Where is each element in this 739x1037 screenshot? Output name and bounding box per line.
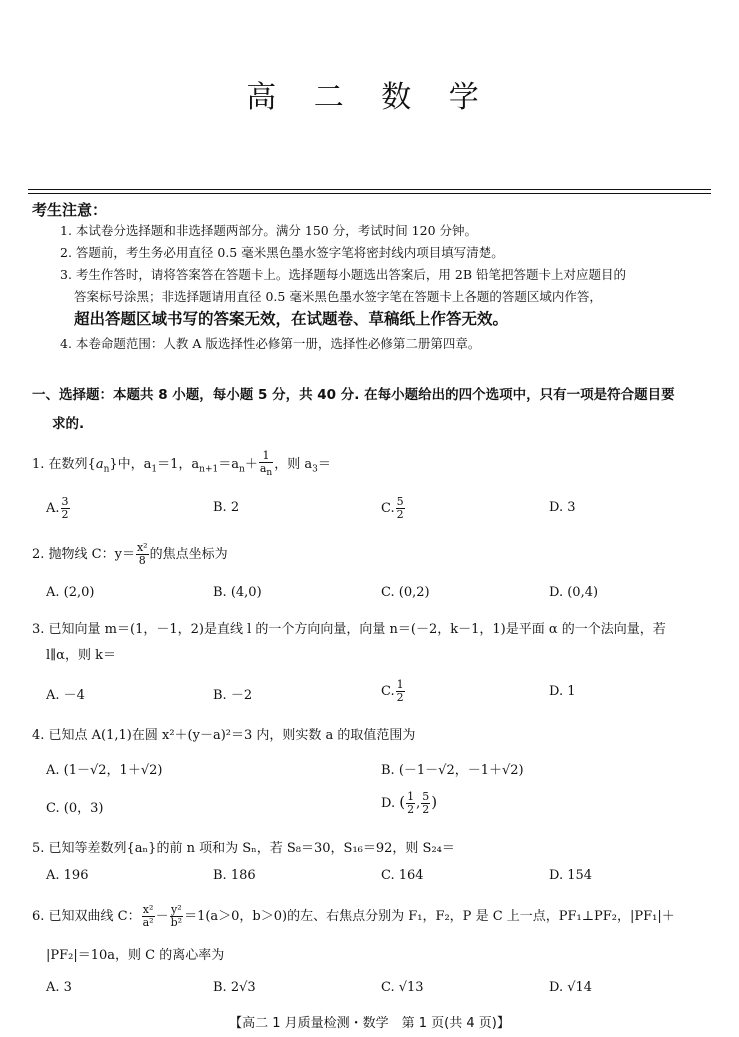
question-6-stem: 6. 已知双曲线 C： $\frac{\text{x²}}{\text{a²}}$ － $\frac{\text{y²}}{\text{b²}}$ ＝1(a＞0，b＞0)的左、右焦点分别为 F₁，F₂，P 是 C 上一点，PF₁⊥PF₂，|PF₁|＋ (32, 903, 675, 929)
q1-option-c: C. $\frac{5}{2}$ (381, 495, 404, 521)
q5-option-d: D. 154 (549, 868, 593, 883)
question-5-stem: 5. 已知等差数列{aₙ}的前 n 项和为 Sₙ，若 S₈＝30，S₁₆＝92，则 S₂₄＝ (32, 841, 455, 856)
section-heading-cont: 求的. (52, 416, 85, 432)
q3-option-c: C. $\frac{1}{2}$ (381, 678, 404, 704)
fraction: $\frac{1}{a_n}$ (259, 449, 273, 479)
q6-option-d: D. √14 (549, 980, 593, 995)
notice-item-3-cont: 答案标号涂黑；非选择题请用直径 0.5 毫米黑色墨水签字笔在答题卡上各题的答题区域内作答， (74, 289, 602, 304)
q1-option-d: D. 3 (549, 500, 576, 515)
question-2-stem: 2. 抛物线 C：y＝ $\frac{\text{x²}}{8}$ 的焦点坐标为 (32, 541, 228, 567)
q6-option-a: A. 3 (46, 980, 72, 995)
q1-option-a: A. $\frac{3}{2}$ (46, 495, 69, 521)
q2-option-a: A. (2,0) (46, 585, 95, 600)
question-4-stem: 4. 已知点 A(1,1)在圆 x²＋(y－a)²＝3 内，则实数 a 的取值范围为 (32, 728, 416, 743)
q4-option-d: D. ( $\frac{1}{2}$ , $\frac{5}{2}$ ) (381, 790, 438, 816)
q3-option-a: A. －4 (46, 688, 85, 703)
section-heading: 一、选择题：本题共 8 小题，每小题 5 分，共 40 分. 在每小题给出的四个选项中，只有一项是符合题目要 (32, 387, 675, 403)
notice-heading: 考生注意： (32, 201, 108, 219)
notice-item-4: 4. 本卷命题范围：人教 A 版选择性必修第一册，选择性必修第二册第四章。 (60, 336, 481, 351)
q4-option-b: B. (－1－√2，－1＋√2) (381, 763, 524, 778)
top-rule (28, 189, 711, 190)
q3-option-b: B. －2 (213, 688, 253, 703)
top-rule-2 (28, 193, 711, 194)
q2-option-c: C. (0,2) (381, 585, 430, 600)
q5-option-c: C. 164 (381, 868, 424, 883)
q5-option-a: A. 196 (46, 868, 89, 883)
q3-option-d: D. 1 (549, 684, 576, 699)
page-footer: 【高二 1 月质量检测・数学 第 1 页(共 4 页)】 (229, 1016, 510, 1031)
notice-item-1: 1. 本试卷分选择题和非选择题两部分。满分 150 分，考试时间 120 分钟。 (60, 223, 478, 238)
notice-item-3-bold: 超出答题区域书写的答案无效，在试题卷、草稿纸上作答无效。 (74, 310, 509, 328)
q5-option-b: B. 186 (213, 868, 256, 883)
q4-option-c: C. (0，3) (46, 801, 104, 816)
question-6-stem-cont: |PF₂|＝10a，则 C 的离心率为 (46, 948, 225, 963)
question-3-stem-cont: l∥α，则 k＝ (46, 648, 116, 663)
question-3-stem: 3. 已知向量 m＝(1，－1，2)是直线 l 的一个方向向量，向量 n＝(－2，k－1，1)是平面 α 的一个法向量，若 (32, 622, 666, 637)
q4-option-a: A. (1－√2，1＋√2) (46, 763, 163, 778)
q6-option-c: C. √13 (381, 980, 424, 995)
notice-item-3: 3. 考生作答时，请将答案答在答题卡上。选择题每小题选出答案后，用 2B 铅笔把答题卡上对应题目的 (60, 267, 626, 282)
q2-option-b: B. (4,0) (213, 585, 262, 600)
q1-option-b: B. 2 (213, 500, 240, 515)
question-1-stem: 1. 在数列$\{a_n\}$中，$a_1=1$，$a_{n+1}=a_n+$ $\frac{1}{a_n}$ ，则 $a_3=$ (32, 449, 331, 479)
q6-option-b: B. 2√3 (213, 980, 256, 995)
page-title: 高 二 数 学 (246, 80, 493, 115)
q2-option-d: D. (0,4) (549, 585, 599, 600)
notice-item-2: 2. 答题前，考生务必用直径 0.5 毫米黑色墨水签字笔将密封线内项目填写清楚。 (60, 245, 504, 260)
